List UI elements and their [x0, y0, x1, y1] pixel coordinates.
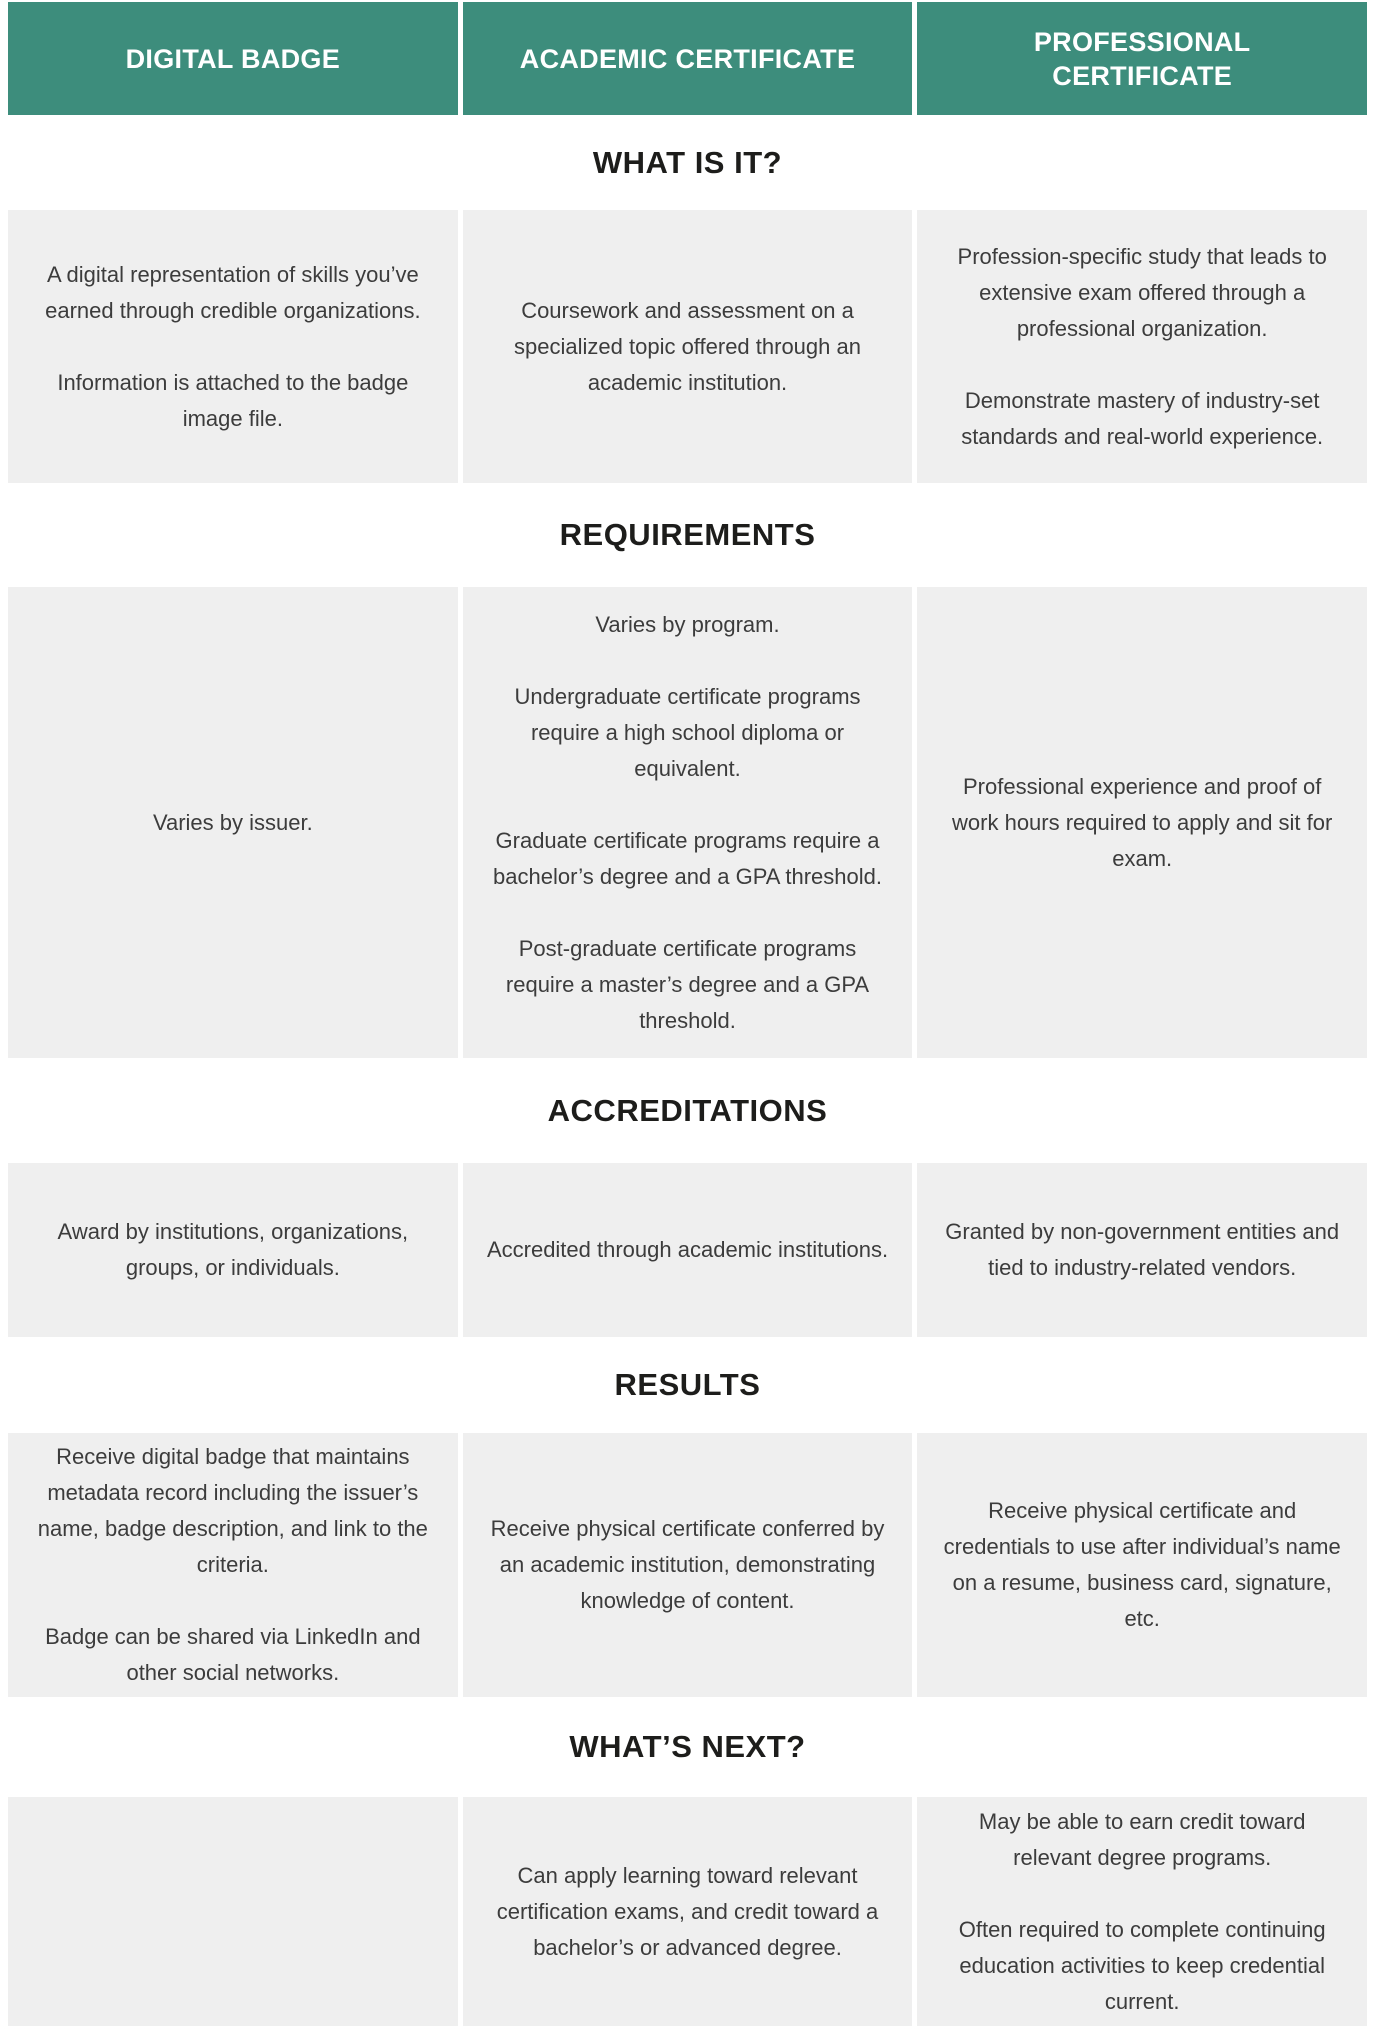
section-row-results: [8, 1433, 1367, 1697]
cell-requirements-digital-badge: [8, 587, 458, 1058]
section-row-accreditations: [8, 1163, 1367, 1337]
cell-requirements-academic-certificate: [463, 587, 913, 1058]
paragraph: Receive digital badge that maintains metadata record including the issuer’s name, badge description, and link to the criteria.: [37, 1444, 428, 1577]
paragraph: Undergraduate certificate programs require a high school diploma or equivalent.: [514, 683, 861, 781]
cell-accreditations-digital-badge: [8, 1163, 458, 1337]
cell-accreditations-academic-certificate: [463, 1163, 913, 1337]
column-header-row: [8, 2, 1367, 115]
paragraph: Award by institutions, organizations, groups, or individuals.: [57, 1219, 409, 1280]
column-header-digital-badge: DIGITAL BADGE: [8, 2, 458, 115]
paragraph: Post-graduate certificate programs require a master’s degree and a GPA threshold.: [505, 935, 870, 1033]
section-row-what-is-it: [8, 210, 1367, 483]
cell-whats-next-professional-certificate: [917, 1797, 1367, 2026]
section-row-requirements: [8, 587, 1367, 1058]
cell-accreditations-professional-certificate: [917, 1163, 1367, 1337]
paragraph: Can apply learning toward relevant certification exams, and credit toward a bachelor’s or advanced degree.: [496, 1862, 879, 1960]
cell-results-professional-certificate: [917, 1433, 1367, 1697]
section-title-whats-next: WHAT’S NEXT?: [569, 1729, 806, 1764]
cell-what-is-it-digital-badge: [8, 210, 458, 483]
paragraph: Profession-specific study that leads to extensive exam offered through a professional organization.: [957, 243, 1327, 341]
paragraph: Coursework and assessment on a specialized topic offered through an academic institution.: [514, 297, 861, 395]
paragraph: Demonstrate mastery of industry-set standards and real-world experience.: [961, 387, 1324, 449]
paragraph: Varies by issuer.: [152, 809, 313, 835]
paragraph: Granted by non-government entities and tied to industry-related vendors.: [945, 1219, 1340, 1280]
section-title-requirements: REQUIREMENTS: [559, 517, 816, 552]
section-title-accreditations: ACCREDITATIONS: [547, 1092, 828, 1128]
paragraph: Receive physical certificate conferred by an academic institution, demonstrating knowledge of content.: [490, 1516, 885, 1613]
cell-requirements-professional-certificate: [917, 587, 1367, 1058]
paragraph: A digital representation of skills you’ve earned through credible organizations.: [45, 261, 421, 323]
cell-whats-next-academic-certificate: [463, 1797, 913, 2026]
cell-results-digital-badge: [8, 1433, 458, 1697]
paragraph: Accredited through academic institutions.: [486, 1237, 889, 1262]
paragraph: Varies by program.: [595, 611, 780, 637]
paragraph: Graduate certificate programs require a bachelor’s degree and a GPA threshold.: [493, 827, 882, 889]
section-title-results: RESULTS: [614, 1367, 761, 1402]
cell-results-academic-certificate: [463, 1433, 913, 1697]
paragraph: May be able to earn credit toward relevant degree programs.: [978, 1808, 1306, 1870]
paragraph: Receive physical certificate and credentials to use after individual’s name on a resume, business card, signature, etc.: [943, 1498, 1341, 1631]
cell-whats-next-digital-badge-empty: [8, 1797, 458, 2026]
paragraph: Often required to complete continuing education activities to keep credential current.: [958, 1916, 1326, 2014]
paragraph: Badge can be shared via LinkedIn and other social networks.: [45, 1624, 421, 1685]
cell-what-is-it-academic-certificate: [463, 210, 913, 483]
section-row-whats-next: [8, 1797, 1367, 2026]
paragraph: Professional experience and proof of work hours required to apply and sit for exam.: [952, 773, 1333, 871]
paragraph: Information is attached to the badge image file.: [57, 369, 409, 431]
column-header-professional-certificate: PROFESSIONAL CERTIFICATE: [917, 2, 1367, 115]
cell-what-is-it-professional-certificate: [917, 210, 1367, 483]
column-header-academic-certificate: ACADEMIC CERTIFICATE: [463, 2, 913, 115]
section-title-what-is-it: WHAT IS IT?: [592, 144, 783, 180]
